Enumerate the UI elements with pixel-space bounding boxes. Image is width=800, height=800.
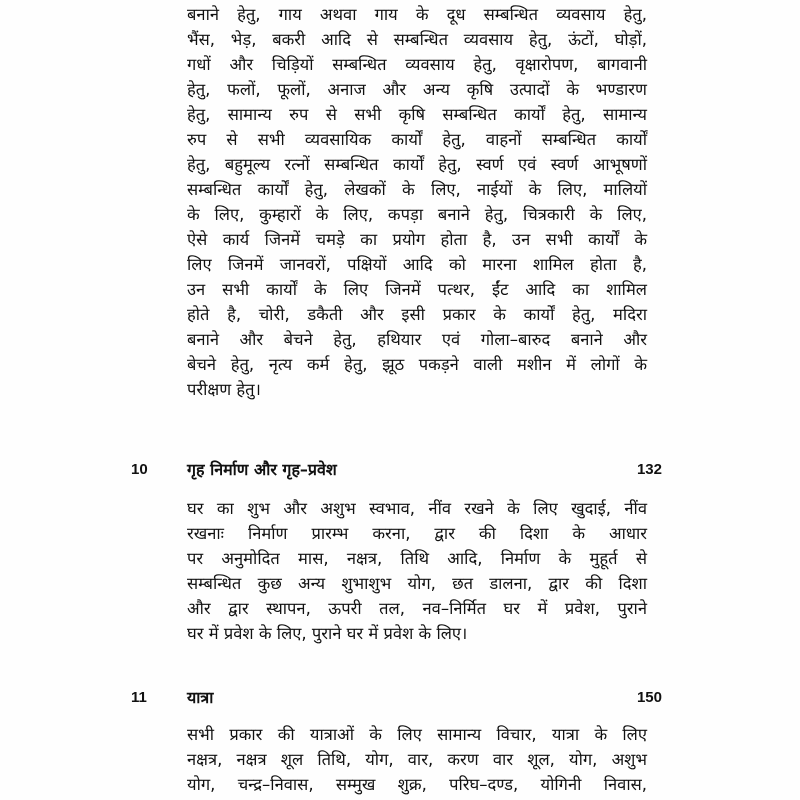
chapter-title: गृह निर्माण और गृह–प्रवेश xyxy=(187,460,337,479)
text-line: सभी प्रकार की यात्राओं के लिए सामान्य विचार, यात्रा के लिए xyxy=(187,725,647,744)
text-line: रखनाः निर्माण प्रारम्भ करना, द्वार की दिशा के आधार xyxy=(187,524,647,543)
chapter-description-10 xyxy=(187,496,647,646)
text-line: सम्बन्धित कार्यों हेतु, लेखकों के लिए, नाईयों के लिए, मालियों xyxy=(187,180,647,199)
text-line: नक्षत्र, नक्षत्र शूल तिथि, योग, वार, करण वार शूल, योग, अशुभ xyxy=(187,750,647,769)
chapter-number: 11 xyxy=(131,689,147,706)
chapter-page-number: 150 xyxy=(636,689,662,706)
text-line: हेतु, फलों, फूलों, अनाज और अन्य कृषि उत्पादों के भण्डारण xyxy=(187,80,647,99)
text-line: होते है, चोरी, डकैती और इसी प्रकार के कार्यों हेतु, मदिरा xyxy=(187,305,647,324)
chapter-page-number: 132 xyxy=(636,461,662,478)
chapter-heading-10 xyxy=(0,457,800,483)
text-line: उन सभी कार्यों के लिए जिनमें पत्थर, ईंट आदि का शामिल xyxy=(187,280,647,299)
text-line: लिए जिनमें जानवरों, पक्षियों आदि को मारना शामिल होता है, xyxy=(187,255,647,274)
continued-section-text xyxy=(187,2,647,402)
text-line: सम्बन्धित कुछ अन्य शुभाशुभ योग, छत डालना, द्वार की दिशा xyxy=(187,574,647,593)
text-line: के लिए, कुम्हारों के लिए, कपड़ा बनाने हेतु, चित्रकारी के लिए, xyxy=(187,205,647,224)
text-line: भैंस, भेड़, बकरी आदि से सम्बन्धित व्यवसाय हेतु, ऊंटों, घोड़ों, xyxy=(187,30,647,49)
text-line: हेतु, सामान्य रुप से सभी कृषि सम्बन्धित कार्यों हेतु, सामान्य xyxy=(187,105,647,124)
text-line: गधों और चिड़ियों सम्बन्धित व्यवसाय हेतु, वृक्षारोपण, बागवानी xyxy=(187,55,647,74)
text-line: हेतु, बहुमूल्य रत्नों सम्बन्धित कार्यों हेतु, स्वर्ण एवं स्वर्ण आभूषणों xyxy=(187,155,647,174)
text-line: पर अनुमोदित मास, नक्षत्र, तिथि आदि, निर्माण के मुहूर्त से xyxy=(187,549,647,568)
text-line: ऐसे कार्य जिनमें चमड़े का प्रयोग होता है, उन सभी कार्यों के xyxy=(187,230,647,249)
chapter-description-11 xyxy=(187,722,647,797)
chapter-heading-11 xyxy=(0,685,800,711)
text-line: घर में प्रवेश के लिए, पुराने घर में प्रवेश के लिए। xyxy=(187,624,468,643)
text-line: रुप से सभी व्यवसायिक कार्यों हेतु, वाहनों सम्बन्धित कार्यों xyxy=(187,130,647,149)
chapter-number: 10 xyxy=(131,461,148,478)
text-line: परीक्षण हेतु। xyxy=(187,380,261,399)
text-line: घर का शुभ और अशुभ स्वभाव, नींव रखने के लिए खुदाई, नींव xyxy=(187,499,647,518)
text-line: बनाने हेतु, गाय अथवा गाय के दूध सम्बन्धित व्यवसाय हेतु, xyxy=(187,5,647,24)
text-line: बनाने और बेचने हेतु, हथियार एवं गोला–बारुद बनाने और xyxy=(187,330,647,349)
text-line: और द्वार स्थापन, ऊपरी तल, नव–निर्मित घर में प्रवेश, पुराने xyxy=(187,599,647,618)
text-line: योग, चन्द्र–निवास, सम्मुख शुक्र, परिघ–दण्ड, योगिनी निवास, xyxy=(187,775,647,794)
chapter-title: यात्रा xyxy=(187,688,214,707)
text-line: बेचने हेतु, नृत्य कर्म हेतु, झूठ पकड़ने वाली मशीन में लोगों के xyxy=(187,355,647,374)
